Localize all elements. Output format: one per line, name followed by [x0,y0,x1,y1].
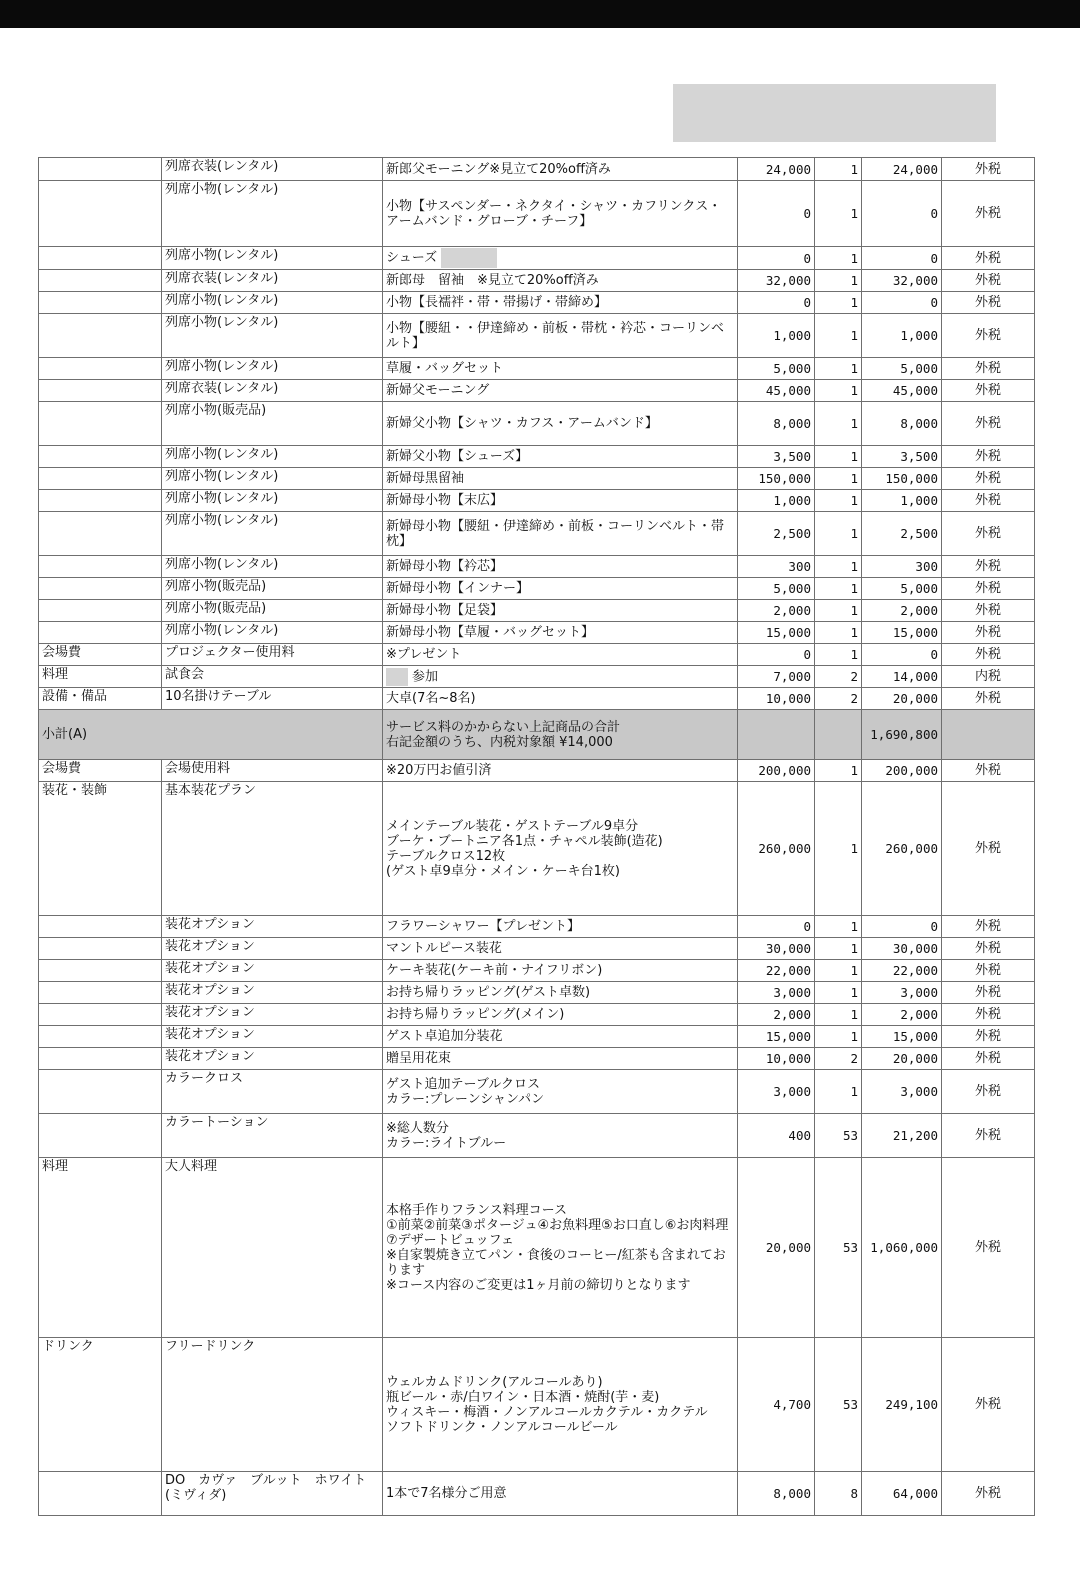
subcategory-cell: 列席小物(販売品) [162,402,383,446]
category-cell [39,960,162,982]
amount-cell: 2,000 [862,1004,942,1026]
description-cell: 小物【サスペンダー・ネクタイ・シャツ・カフリンクス・アームバンド・グローブ・チーフ】 [383,181,738,247]
redacted-block [441,248,497,268]
quantity-cell: 1 [815,782,862,916]
quantity-cell: 1 [815,1026,862,1048]
category-cell [39,270,162,292]
tax-type-cell: 外税 [942,556,1035,578]
category-cell [39,916,162,938]
tax-type-cell: 外税 [942,247,1035,270]
subcategory-cell: 10名掛けテーブル [162,688,383,710]
table-row [39,181,1035,247]
estimate-table [38,157,1035,1516]
subcategory-cell: 列席衣装(レンタル) [162,270,383,292]
unit-price-cell: 1,000 [738,490,815,512]
quantity-cell: 1 [815,181,862,247]
subcategory-cell: 装花オプション [162,1004,383,1026]
category-cell [39,490,162,512]
table-row [39,1026,1035,1048]
unit-price-cell: 3,000 [738,1070,815,1114]
description-cell: ※プレゼント [383,644,738,666]
subcategory-cell: 列席小物(レンタル) [162,468,383,490]
table-row [39,1158,1035,1338]
category-cell: ドリンク [39,1338,162,1472]
amount-cell: 0 [862,181,942,247]
category-cell [39,1070,162,1114]
subcategory-cell: 装花オプション [162,938,383,960]
tax-type-cell: 外税 [942,1338,1035,1472]
tax-type-cell: 外税 [942,1004,1035,1026]
tax-type-cell: 外税 [942,402,1035,446]
amount-cell: 24,000 [862,158,942,181]
category-cell [39,600,162,622]
amount-cell: 45,000 [862,380,942,402]
category-cell: 会場費 [39,644,162,666]
quantity-cell: 1 [815,247,862,270]
tax-type-cell: 内税 [942,666,1035,688]
description-cell: ゲスト追加テーブルクロス カラー:プレーンシャンパン [383,1070,738,1114]
subtotal-row [39,710,1035,760]
quantity-cell: 53 [815,1158,862,1338]
subcategory-cell: 列席小物(レンタル) [162,247,383,270]
unit-price-cell: 300 [738,556,815,578]
table-row [39,247,1035,270]
unit-price-cell: 22,000 [738,960,815,982]
amount-cell: 3,500 [862,446,942,468]
tax-type-cell: 外税 [942,938,1035,960]
category-cell [39,982,162,1004]
description-cell: シューズ [383,247,738,270]
subcategory-cell: カラートーション [162,1114,383,1158]
amount-cell: 20,000 [862,688,942,710]
quantity-cell: 1 [815,1004,862,1026]
unit-price-cell: 20,000 [738,1158,815,1338]
subcategory-cell: 列席小物(レンタル) [162,358,383,380]
description-cell: 小物【腰紐・・伊達締め・前板・帯枕・衿芯・コーリンベルト】 [383,314,738,358]
description-cell: ゲスト卓追加分装花 [383,1026,738,1048]
subcategory-cell: DO カヴァ ブルット ホワイト(ミヴィダ) [162,1472,383,1516]
quantity-cell: 1 [815,622,862,644]
subtotal-label: 小計(A) [39,710,383,760]
category-cell [39,358,162,380]
category-cell: 装花・装飾 [39,782,162,916]
table-row [39,314,1035,358]
description-cell: ウェルカムドリンク(アルコールあり) 瓶ビール・赤/白ワイン・日本酒・焼酎(芋・麦) ウィスキー・梅酒・ノンアルコールカクテル・カクテル ソフトドリンク・ノンアルコールビール [383,1338,738,1472]
tax-type-cell: 外税 [942,270,1035,292]
description-cell: メインテーブル装花・ゲストテーブル9卓分 ブーケ・ブートニア各1点・チャペル装飾(造花) テーブルクロス12枚 (ゲスト卓9卓分・メイン・ケーキ台1枚) [383,782,738,916]
amount-cell: 8,000 [862,402,942,446]
unit-price-cell: 2,500 [738,512,815,556]
quantity-cell: 2 [815,666,862,688]
quantity-cell: 1 [815,158,862,181]
amount-cell: 200,000 [862,760,942,782]
tax-type-cell: 外税 [942,158,1035,181]
tax-type-cell: 外税 [942,960,1035,982]
table-row [39,982,1035,1004]
table-row [39,622,1035,644]
subcategory-cell: 列席小物(販売品) [162,578,383,600]
description-cell: 参加 [383,666,738,688]
amount-cell: 0 [862,247,942,270]
description-cell: 新婦母小物【末広】 [383,490,738,512]
quantity-cell: 1 [815,578,862,600]
category-cell [39,380,162,402]
table-row [39,666,1035,688]
description-cell: 新郎母 留袖 ※見立て20%off済み [383,270,738,292]
quantity-cell: 1 [815,556,862,578]
category-cell [39,1048,162,1070]
category-cell [39,938,162,960]
description-cell: 新婦父小物【シューズ】 [383,446,738,468]
description-cell: 新婦母小物【衿芯】 [383,556,738,578]
subcategory-cell: 列席小物(レンタル) [162,446,383,468]
unit-price-cell: 10,000 [738,688,815,710]
amount-cell: 21,200 [862,1114,942,1158]
table-row [39,1004,1035,1026]
amount-cell: 260,000 [862,782,942,916]
amount-cell: 14,000 [862,666,942,688]
category-cell [39,512,162,556]
quantity-cell: 1 [815,446,862,468]
amount-cell: 150,000 [862,468,942,490]
unit-price-cell: 200,000 [738,760,815,782]
subtotal-empty-tax [942,710,1035,760]
redacted-header-block [673,84,996,142]
unit-price-cell: 45,000 [738,380,815,402]
quantity-cell: 1 [815,644,862,666]
amount-cell: 15,000 [862,1026,942,1048]
quantity-cell: 1 [815,600,862,622]
quantity-cell: 1 [815,402,862,446]
unit-price-cell: 2,000 [738,1004,815,1026]
amount-cell: 32,000 [862,270,942,292]
table-row [39,600,1035,622]
quantity-cell: 53 [815,1338,862,1472]
tax-type-cell: 外税 [942,760,1035,782]
unit-price-cell: 1,000 [738,314,815,358]
tax-type-cell: 外税 [942,490,1035,512]
unit-price-cell: 0 [738,247,815,270]
table-row [39,960,1035,982]
amount-cell: 15,000 [862,622,942,644]
category-cell [39,158,162,181]
unit-price-cell: 260,000 [738,782,815,916]
subcategory-cell: 試食会 [162,666,383,688]
amount-cell: 0 [862,916,942,938]
subcategory-cell: 装花オプション [162,1048,383,1070]
table-row [39,578,1035,600]
unit-price-cell: 5,000 [738,578,815,600]
unit-price-cell: 4,700 [738,1338,815,1472]
description-cell: ケーキ装花(ケーキ前・ナイフリボン) [383,960,738,982]
category-cell [39,292,162,314]
description-cell: 1本で7名様分ご用意 [383,1472,738,1516]
quantity-cell: 1 [815,314,862,358]
quantity-cell: 1 [815,358,862,380]
category-cell [39,1114,162,1158]
table-row [39,380,1035,402]
subtotal-empty-price [738,710,815,760]
table-row [39,556,1035,578]
subcategory-cell: 列席小物(レンタル) [162,292,383,314]
subcategory-cell: 装花オプション [162,916,383,938]
table-row [39,292,1035,314]
amount-cell: 30,000 [862,938,942,960]
unit-price-cell: 15,000 [738,622,815,644]
table-row [39,1338,1035,1472]
tax-type-cell: 外税 [942,1158,1035,1338]
subtotal-empty-qty [815,710,862,760]
table-row [39,782,1035,916]
table-row [39,402,1035,446]
subcategory-cell: 列席小物(レンタル) [162,512,383,556]
subcategory-cell: 列席小物(レンタル) [162,622,383,644]
subcategory-cell: 列席小物(レンタル) [162,181,383,247]
quantity-cell: 1 [815,292,862,314]
subcategory-cell: 列席衣装(レンタル) [162,158,383,181]
unit-price-cell: 8,000 [738,402,815,446]
amount-cell: 1,060,000 [862,1158,942,1338]
subtotal-amount: 1,690,800 [862,710,942,760]
top-black-bar [0,0,1080,28]
table-row [39,938,1035,960]
description-cell: 贈呈用花束 [383,1048,738,1070]
amount-cell: 2,000 [862,600,942,622]
subcategory-cell: 列席小物(販売品) [162,600,383,622]
table-row [39,1070,1035,1114]
unit-price-cell: 3,500 [738,446,815,468]
unit-price-cell: 24,000 [738,158,815,181]
tax-type-cell: 外税 [942,644,1035,666]
category-cell [39,622,162,644]
tax-type-cell: 外税 [942,1114,1035,1158]
amount-cell: 0 [862,292,942,314]
redacted-block [386,668,408,686]
amount-cell: 64,000 [862,1472,942,1516]
quantity-cell: 1 [815,512,862,556]
description-cell: マントルピース装花 [383,938,738,960]
description-cell: ※20万円お値引済 [383,760,738,782]
tax-type-cell: 外税 [942,1472,1035,1516]
description-cell: 新婦母小物【足袋】 [383,600,738,622]
table-row [39,688,1035,710]
amount-cell: 22,000 [862,960,942,982]
tax-type-cell: 外税 [942,1048,1035,1070]
description-cell: 新郎父モーニング※見立て20%off済み [383,158,738,181]
category-cell: 会場費 [39,760,162,782]
amount-cell: 20,000 [862,1048,942,1070]
description-cell: 新婦母黒留袖 [383,468,738,490]
quantity-cell: 8 [815,1472,862,1516]
quantity-cell: 1 [815,960,862,982]
amount-cell: 3,000 [862,1070,942,1114]
description-cell: 新婦母小物【腰紐・伊達締め・前板・コーリンベルト・帯枕】 [383,512,738,556]
tax-type-cell: 外税 [942,446,1035,468]
tax-type-cell: 外税 [942,688,1035,710]
subcategory-cell: 装花オプション [162,960,383,982]
tax-type-cell: 外税 [942,982,1035,1004]
tax-type-cell: 外税 [942,578,1035,600]
table-row [39,1048,1035,1070]
tax-type-cell: 外税 [942,1070,1035,1114]
description-cell: 小物【長襦袢・帯・帯揚げ・帯締め】 [383,292,738,314]
subcategory-cell: 装花オプション [162,982,383,1004]
category-cell [39,468,162,490]
subcategory-cell: フリードリンク [162,1338,383,1472]
quantity-cell: 1 [815,938,862,960]
quantity-cell: 1 [815,760,862,782]
category-cell: 料理 [39,666,162,688]
tax-type-cell: 外税 [942,782,1035,916]
tax-type-cell: 外税 [942,512,1035,556]
description-cell: フラワーシャワー【プレゼント】 [383,916,738,938]
category-cell [39,1026,162,1048]
description-cell: ※総人数分 カラー:ライトブルー [383,1114,738,1158]
category-cell [39,578,162,600]
unit-price-cell: 5,000 [738,358,815,380]
tax-type-cell: 外税 [942,380,1035,402]
category-cell: 設備・備品 [39,688,162,710]
category-cell [39,1004,162,1026]
estimate-table-body [39,158,1035,1516]
quantity-cell: 1 [815,1070,862,1114]
amount-cell: 3,000 [862,982,942,1004]
category-cell [39,556,162,578]
unit-price-cell: 0 [738,916,815,938]
tax-type-cell: 外税 [942,600,1035,622]
unit-price-cell: 7,000 [738,666,815,688]
table-row [39,1472,1035,1516]
tax-type-cell: 外税 [942,468,1035,490]
quantity-cell: 53 [815,1114,862,1158]
description-cell: 草履・バッグセット [383,358,738,380]
table-row [39,358,1035,380]
category-cell [39,314,162,358]
unit-price-cell: 0 [738,292,815,314]
unit-price-cell: 0 [738,644,815,666]
quantity-cell: 1 [815,916,862,938]
category-cell [39,181,162,247]
amount-cell: 1,000 [862,490,942,512]
tax-type-cell: 外税 [942,916,1035,938]
table-row [39,916,1035,938]
unit-price-cell: 32,000 [738,270,815,292]
table-row [39,468,1035,490]
subcategory-cell: 大人料理 [162,1158,383,1338]
subcategory-cell: 基本装花プラン [162,782,383,916]
tax-type-cell: 外税 [942,292,1035,314]
quantity-cell: 2 [815,688,862,710]
quantity-cell: 1 [815,468,862,490]
amount-cell: 249,100 [862,1338,942,1472]
tax-type-cell: 外税 [942,181,1035,247]
tax-type-cell: 外税 [942,1026,1035,1048]
table-row [39,760,1035,782]
quantity-cell: 1 [815,270,862,292]
table-row [39,644,1035,666]
description-cell: 本格手作りフランス料理コース ①前菜②前菜③ポタージュ④お魚料理⑤お口直し⑥お肉料理⑦デザートビュッフェ ※自家製焼き立てパン・食後のコーヒー/紅茶も含まれております ※コース内容のご変更は1ヶ月前の締切りとなります [383,1158,738,1338]
description-cell: 新婦父モーニング [383,380,738,402]
unit-price-cell: 0 [738,181,815,247]
unit-price-cell: 3,000 [738,982,815,1004]
amount-cell: 0 [862,644,942,666]
description-cell: お持ち帰りラッピング(ゲスト卓数) [383,982,738,1004]
table-row [39,490,1035,512]
unit-price-cell: 150,000 [738,468,815,490]
unit-price-cell: 8,000 [738,1472,815,1516]
amount-cell: 1,000 [862,314,942,358]
tax-type-cell: 外税 [942,314,1035,358]
description-cell: 新婦父小物【シャツ・カフス・アームバンド】 [383,402,738,446]
quantity-cell: 1 [815,490,862,512]
subcategory-cell: 列席小物(レンタル) [162,490,383,512]
unit-price-cell: 400 [738,1114,815,1158]
unit-price-cell: 2,000 [738,600,815,622]
description-cell: 新婦母小物【インナー】 [383,578,738,600]
quantity-cell: 1 [815,380,862,402]
amount-cell: 2,500 [862,512,942,556]
unit-price-cell: 15,000 [738,1026,815,1048]
amount-cell: 5,000 [862,578,942,600]
tax-type-cell: 外税 [942,622,1035,644]
category-cell [39,402,162,446]
subcategory-cell: カラークロス [162,1070,383,1114]
description-cell: 新婦母小物【草履・バッグセット】 [383,622,738,644]
table-row [39,512,1035,556]
subcategory-cell: 装花オプション [162,1026,383,1048]
category-cell: 料理 [39,1158,162,1338]
subcategory-cell: 列席小物(レンタル) [162,556,383,578]
table-row [39,158,1035,181]
amount-cell: 300 [862,556,942,578]
tax-type-cell: 外税 [942,358,1035,380]
unit-price-cell: 30,000 [738,938,815,960]
quantity-cell: 2 [815,1048,862,1070]
subcategory-cell: 列席衣装(レンタル) [162,380,383,402]
description-cell: 大卓(7名~8名) [383,688,738,710]
subcategory-cell: プロジェクター使用料 [162,644,383,666]
subtotal-description: サービス料のかからない上記商品の合計 右記金額のうち、内税対象額 ¥14,000 [383,710,738,760]
category-cell [39,1472,162,1516]
description-cell: お持ち帰りラッピング(メイン) [383,1004,738,1026]
table-row [39,1114,1035,1158]
quantity-cell: 1 [815,982,862,1004]
category-cell [39,247,162,270]
amount-cell: 5,000 [862,358,942,380]
table-row [39,446,1035,468]
category-cell [39,446,162,468]
table-row [39,270,1035,292]
subcategory-cell: 会場使用料 [162,760,383,782]
subcategory-cell: 列席小物(レンタル) [162,314,383,358]
unit-price-cell: 10,000 [738,1048,815,1070]
